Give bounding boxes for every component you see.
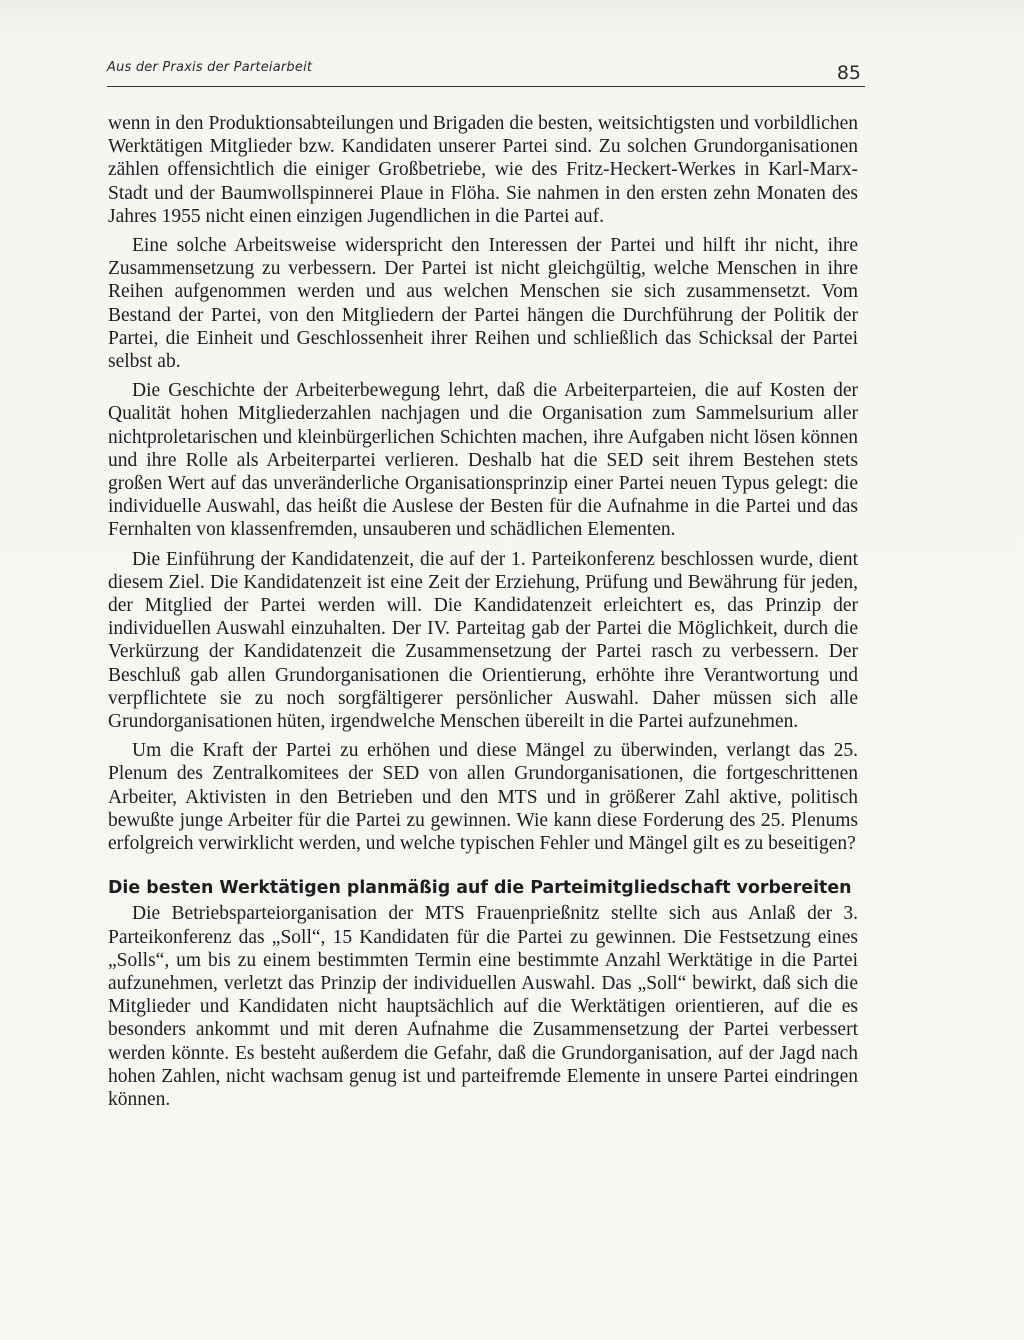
- page-number: 85: [836, 62, 861, 84]
- paragraph-3: Die Geschichte der Arbeiterbewegung lehrt, daß die Arbeiterparteien, die auf Kosten der Qualität hohen Mitgliederzahlen nachjagen und die Organisation zum Sammelsurium aller nichtproletarischen und kleinbürgerlichen Schichten machen, ihre Aufgaben nicht lösen können und ihre Rolle als Arbeiterpartei verlieren. Deshalb hat die SED seit ihrem Bestehen stets großen Wert auf das unveränderliche Organisationsprinzip einer Partei neuen Typus gelegt: die individuelle Auswahl, das heißt die Auslese der Besten für die Aufnahme in die Partei und das Fernhalten von klassenfremden, unsauberen und schädlichen Elementen.: [108, 380, 858, 541]
- page-header: [107, 58, 865, 87]
- section-paragraph: Die Betriebsparteiorganisation der MTS Frauenprießnitz stellte sich aus Anlaß der 3. Parteikonferenz das „Soll“, 15 Kandidaten für die Partei zu gewinnen. Die Festsetzung eines „Solls“, um bis zu einem bestimmten Termin eine bestimmte Anzahl Werktätige in die Partei aufzunehmen, verletzt das Prinzip der individuellen Auswahl. Das „Soll“ bewirkt, daß sich die Mitglieder und Kandidaten nicht hauptsächlich auf die Werktätigen orientieren, auf die es besonders ankommt und mit deren Aufnahme die Zusammensetzung der Partei verbessert werden könnte. Es besteht außerdem die Gefahr, daß die Grundorganisation, auf der Jagd nach hohen Zahlen, nicht wachsam genug ist und parteifremde Elemente in unsere Partei eindringen können.: [108, 903, 858, 1110]
- article-body: [108, 112, 858, 1111]
- paragraph-4: Die Einführung der Kandidatenzeit, die auf der 1. Parteikonferenz beschlossen wurde, dient diesem Ziel. Die Kandidatenzeit ist eine Zeit der Erziehung, Prüfung und Bewährung für jeden, der Mitglied der Partei werden will. Die Kandidatenzeit erleichtert es, das Prinzip der individuellen Auswahl einzuhalten. Der IV. Parteitag gab der Partei die Möglichkeit, durch die Verkürzung der Kandidatenzeit die Zusammensetzung der Partei rasch zu verbessern. Der Beschluß gab allen Grundorganisationen die Orientierung, erhöhte ihre Verantwortung und verpflichtete sie zu noch sorgfältigerer persönlicher Auswahl. Daher müssen sich alle Grundorganisationen hüten, irgendwelche Menschen übereilt in die Partei aufzunehmen.: [108, 548, 858, 733]
- section-heading: Die besten Werktätigen planmäßig auf die Parteimitgliedschaft vorbereiten: [108, 878, 852, 899]
- paragraph-2: Eine solche Arbeitsweise widerspricht den Interessen der Partei und hilft ihr nicht, ihre Zusammensetzung zu verbessern. Der Partei ist nicht gleichgültig, welche Menschen in ihre Reihen aufgenommen werden und aus welchen Menschen sie sich zusammensetzt. Vom Bestand der Partei, von den Mitgliedern der Partei hängen die Durchführung der Politik der Partei, die Einheit und Geschlossenheit ihrer Reihen und schließlich das Schicksal der Partei selbst ab.: [108, 235, 858, 373]
- paragraph-5: Um die Kraft der Partei zu erhöhen und diese Mängel zu überwinden, verlangt das 25. Plenum des Zentralkomitees der SED von allen Grundorganisationen, die fortgeschrittenen Arbeiter, Aktivisten in den Betrieben und den MTS und in größerer Zahl aktive, politisch bewußte junge Arbeiter für die Partei zu gewinnen. Wie kann diese Forderung des 25. Plenums erfolgreich verwirklicht werden, und welche typischen Fehler und Mängel gilt es zu beseitigen?: [108, 740, 858, 855]
- paragraph-1: wenn in den Produktionsabteilungen und Brigaden die besten, weitsichtigsten und vorbildlichen Werktätigen Mitglieder bzw. Kandidaten unserer Partei sind. Zu solchen Grundorganisationen zählen offensichtlich die einiger Großbetriebe, wie des Fritz-Heckert-Werkes in Karl-Marx-Stadt und der Baumwollspinnerei Plaue in Flöha. Sie nahmen in den ersten zehn Monaten des Jahres 1955 nicht einen einzigen Jugendlichen in die Partei auf.: [108, 113, 858, 227]
- running-title: Aus der Praxis der Parteiarbeit: [107, 60, 313, 75]
